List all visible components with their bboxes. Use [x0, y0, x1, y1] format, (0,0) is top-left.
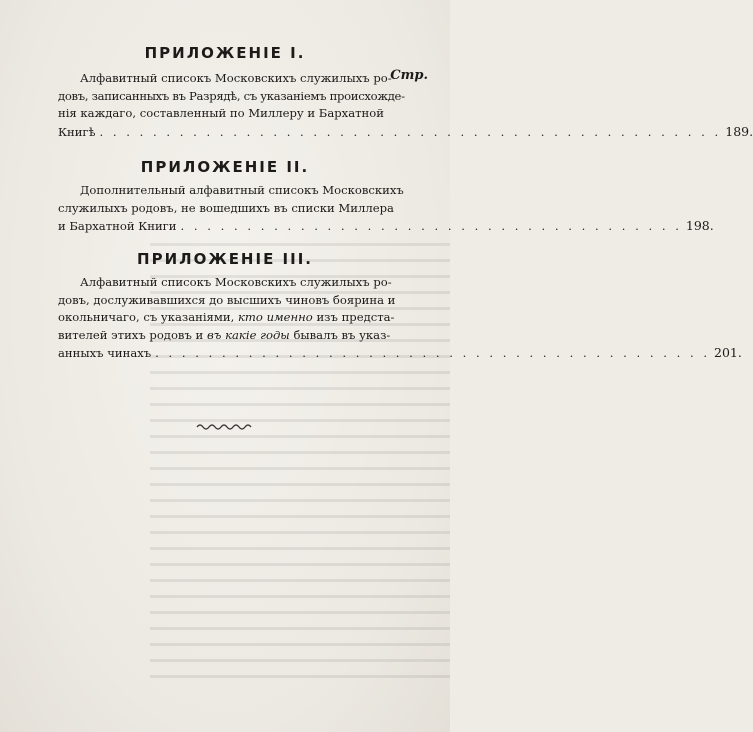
entry-leader-line: [58, 217, 714, 236]
entry-line: [58, 309, 436, 327]
wavy-ornament-icon: [196, 422, 254, 432]
leader-dots: . . . . . . . . . . . . . . . . . . . . . . . . . . . . . . . . . . . . . .: [180, 219, 682, 233]
appendix-1-entry: [58, 70, 753, 141]
entry-leader-line: [58, 344, 742, 363]
entry-line: Алфавитный списокъ Московскихъ служилыхъ ро-: [80, 71, 392, 85]
appendix-2-entry: [58, 182, 714, 236]
entry-italic-text: кто именно: [237, 310, 313, 324]
appendix-2-heading: ПРИЛОЖЕНІЕ II.: [140, 158, 310, 176]
entry-line: анныхъ чинахъ: [58, 346, 152, 360]
page-column-label: Стр.: [390, 68, 428, 83]
appendix-1-heading: ПРИЛОЖЕНІЕ I.: [144, 44, 306, 62]
entry-line: Алфавитный списокъ Московскихъ служилыхъ ро-: [80, 275, 392, 289]
entry-text: вителей этихъ родовъ и: [58, 327, 204, 342]
entry-text: изъ предста-: [316, 310, 395, 324]
entry-line: Дополнительный алфавитный списокъ Московскихъ: [80, 183, 404, 197]
leader-dots: . . . . . . . . . . . . . . . . . . . . . . . . . . . . . . . . . . . . . . . . . .: [155, 346, 711, 360]
entry-line: и Бархатной Книги: [58, 219, 177, 233]
entry-line: нія каждаго, составленный по Миллеру и Бархатной: [58, 106, 384, 120]
entry-text: окольничаго, съ указаніями,: [58, 310, 235, 324]
page-number: 201.: [714, 345, 742, 360]
entry-line: довъ, записанныхъ въ Разрядѣ, съ указаніемъ происхожде-: [58, 88, 405, 103]
leader-dots: . . . . . . . . . . . . . . . . . . . . . . . . . . . . . . . . . . . . . . . . . . . . . . .: [99, 124, 722, 139]
page-number: 189.: [725, 123, 753, 139]
entry-italic-text: въ какіе годы: [206, 327, 290, 342]
appendix-3-heading: ПРИЛОЖЕНІЕ III.: [137, 250, 313, 268]
entry-line: Книгѣ: [58, 124, 96, 139]
entry-leader-line: [58, 123, 753, 142]
entry-line: довъ, дослуживавшихся до высшихъ чиновъ боярина и: [58, 292, 396, 307]
entry-line: [58, 327, 436, 345]
entry-text: бывалъ въ указ-: [293, 327, 391, 342]
appendix-3-entry: [58, 274, 742, 363]
entry-line: служилыхъ родовъ, не вошедшихъ въ списки Миллера: [58, 200, 394, 215]
page-number: 198.: [685, 218, 714, 233]
